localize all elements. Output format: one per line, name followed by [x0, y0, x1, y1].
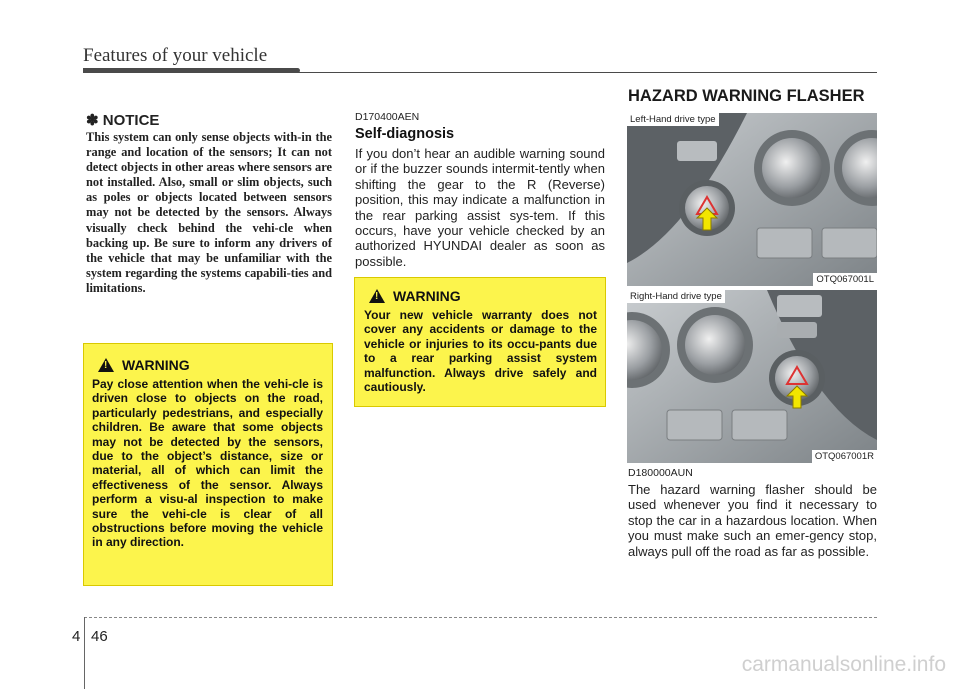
page-number: 46	[91, 628, 108, 645]
hazard-text: The hazard warning flasher should be used whenever you find it necessary to stop the car in a hazardous location. When you must make such an emer-gency stop, always pull off the road as far as possible.	[628, 482, 877, 559]
chapter-number: 4	[72, 628, 81, 645]
photo-label-left-hand: Left-Hand drive type	[627, 113, 719, 126]
page-footer-separator	[84, 617, 85, 689]
dashboard-illustration	[627, 113, 877, 286]
warning-header-2	[369, 288, 597, 304]
header-rule	[83, 72, 877, 73]
self-diagnosis-text: If you don’t hear an audible warning sound or if the buzzer sounds intermit-tently when shifting the gear to the R (Reverse) position, this may indicate a malfunction in the rear parking assist sys-tem. If this occurs, have your vehicle checked by an authorized HYUNDAI dealer as soon as possible.	[355, 146, 605, 269]
self-diagnosis-title: Self-diagnosis	[355, 126, 455, 142]
warning-triangle-icon	[369, 289, 385, 303]
self-diagnosis-code: D170400AEN	[355, 111, 420, 123]
page-header-title: Features of your vehicle	[83, 45, 268, 66]
hazard-code: D180000AUN	[628, 467, 693, 479]
warning-triangle-icon	[98, 358, 114, 372]
warning-header-1	[98, 357, 323, 373]
warning-text-1: Pay close attention when the vehi-cle is driven close to objects on the road, particularly pedestrians, and especially children. Be aware that some objects may not be detected by the sensors, due to the object’s distance, size or material, all of which can limit the effectiveness of the sensor. Always perform a visu-al inspection to make sure the vehi-cle is clear of all obstructions before moving the vehicle in any direction.	[92, 377, 323, 550]
hazard-title: HAZARD WARNING FLASHER	[628, 87, 865, 105]
warning-box-1	[83, 343, 333, 586]
photo-code-right-hand: OTQ067001R	[812, 450, 877, 463]
dashboard-illustration	[627, 290, 877, 463]
photo-label-right-hand: Right-Hand drive type	[627, 290, 725, 303]
notice-body: This system can only sense objects with-in the range and location of the sensors; It can not detect objects in other areas where sensors are not installed. Also, small or slim objects, such as poles or objects located between sensors may not be detected by the sensors. Always visually check behind the vehi-cle when backing up. Be sure to inform any drivers of the vehicle that may be unfamiliar with the system regarding the systems capabili-ties and limitations.	[86, 130, 332, 295]
warning-title-2: WARNING	[393, 288, 461, 304]
watermark: carmanualsonline.info	[741, 653, 946, 676]
warning-title-1: WARNING	[122, 357, 190, 373]
page-footer-rule	[84, 617, 877, 618]
warning-box-2	[354, 277, 606, 407]
photo-code-left-hand: OTQ067001L	[813, 273, 877, 286]
hazard-photo-right-hand	[627, 290, 877, 463]
notice-title: ✽ NOTICE	[86, 112, 160, 129]
hazard-photo-left-hand	[627, 113, 877, 286]
warning-text-2: Your new vehicle warranty does not cover any accidents or damage to the vehicle or injuries to its occu-pants due to a rear parking assist system malfunction. Always drive safely and cautiously.	[364, 308, 597, 395]
